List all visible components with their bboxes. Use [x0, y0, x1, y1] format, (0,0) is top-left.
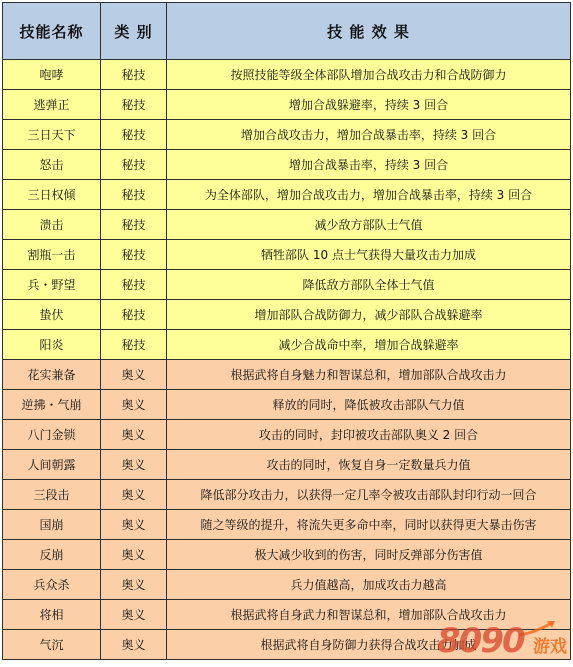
skill-name-cell: 花实兼备	[3, 360, 101, 390]
skill-name-cell: 反崩	[3, 540, 101, 570]
skill-effect-cell: 降低部分攻击力，以获得一定几率令被攻击部队封印行动一回合	[167, 480, 571, 510]
table-row	[3, 240, 571, 270]
table-row	[3, 210, 571, 240]
table-row	[3, 120, 571, 150]
skill-name-cell: 人间朝露	[3, 450, 101, 480]
table-row	[3, 270, 571, 300]
skill-category-cell: 奥义	[101, 510, 167, 540]
skill-name-cell: 逃弹正	[3, 90, 101, 120]
watermark-name: 游戏	[533, 637, 567, 657]
skill-effect-cell: 增加合战躲避率，持续 3 回合	[167, 90, 571, 120]
skill-effect-cell: 为全体部队，增加合战攻击力，增加合战暴击率，持续 3 回合	[167, 180, 571, 210]
skill-category-cell: 奥义	[101, 600, 167, 630]
skill-category-cell: 秘技	[101, 330, 167, 360]
table-row	[3, 150, 571, 180]
skill-category-cell: 秘技	[101, 240, 167, 270]
skill-category-cell: 秘技	[101, 300, 167, 330]
skill-category-cell: 奥义	[101, 630, 167, 660]
table-row	[3, 480, 571, 510]
watermark-digits: 8090	[437, 621, 524, 661]
table-row	[3, 570, 571, 600]
header-skill-effect: 技 能 效 果	[167, 3, 571, 60]
skill-effect-cell: 根据武将自身防御力获得合战攻击力加成	[167, 630, 571, 660]
skill-category-cell: 奥义	[101, 360, 167, 390]
table-row	[3, 330, 571, 360]
skill-category-cell: 奥义	[101, 540, 167, 570]
skill-effect-cell: 兵力值越高，加成攻击力越高	[167, 570, 571, 600]
skill-category-cell: 秘技	[101, 150, 167, 180]
table-row	[3, 420, 571, 450]
skill-effect-cell: 极大减少收到的伤害，同时反弹部分伤害值	[167, 540, 571, 570]
skill-effect-cell: 按照技能等级全体部队增加合战攻击力和合战防御力	[167, 60, 571, 90]
table-row	[3, 180, 571, 210]
skill-name-cell: 三段击	[3, 480, 101, 510]
skill-name-cell: 怒击	[3, 150, 101, 180]
skill-category-cell: 奥义	[101, 480, 167, 510]
table-row	[3, 540, 571, 570]
table-row	[3, 600, 571, 630]
skill-name-cell: 气沉	[3, 630, 101, 660]
skill-name-cell: 三日天下	[3, 120, 101, 150]
skill-effect-cell: 攻击的同时，恢复自身一定数量兵力值	[167, 450, 571, 480]
skill-name-cell: 八门金锁	[3, 420, 101, 450]
skill-name-cell: 咆哮	[3, 60, 101, 90]
skill-category-cell: 奥义	[101, 570, 167, 600]
table-row	[3, 450, 571, 480]
header-category: 类 别	[101, 3, 167, 60]
skill-name-cell: 溃击	[3, 210, 101, 240]
table-row	[3, 300, 571, 330]
skill-name-cell: 阳炎	[3, 330, 101, 360]
skill-category-cell: 秘技	[101, 120, 167, 150]
skill-category-cell: 秘技	[101, 270, 167, 300]
skill-effect-cell: 增加部队合战防御力，减少部队合战躲避率	[167, 300, 571, 330]
skill-effect-cell: 增加合战暴击率，持续 3 回合	[167, 150, 571, 180]
table-row	[3, 90, 571, 120]
skill-name-cell: 兵・野望	[3, 270, 101, 300]
skill-category-cell: 秘技	[101, 90, 167, 120]
skill-name-cell: 将相	[3, 600, 101, 630]
skill-category-cell: 秘技	[101, 60, 167, 90]
skill-category-cell: 奥义	[101, 390, 167, 420]
skill-effect-cell: 释放的同时，降低被攻击部队气力值	[167, 390, 571, 420]
skill-table-body	[3, 60, 571, 660]
skill-effect-cell: 牺牲部队 10 点士气获得大量攻击力加成	[167, 240, 571, 270]
skill-name-cell: 割瓶一击	[3, 240, 101, 270]
skill-name-cell: 三日权倾	[3, 180, 101, 210]
table-row	[3, 60, 571, 90]
skill-effect-cell: 随之等级的提升，将流失更多命中率，同时以获得更大暴击伤害	[167, 510, 571, 540]
skill-effect-cell: 根据武将自身魅力和智谋总和，增加部队合战攻击力	[167, 360, 571, 390]
table-row	[3, 630, 571, 660]
skill-name-cell: 国崩	[3, 510, 101, 540]
skill-name-cell: 蛰伏	[3, 300, 101, 330]
table-row	[3, 360, 571, 390]
header-skill-name: 技能名称	[3, 3, 101, 60]
skill-name-cell: 逆拂・气崩	[3, 390, 101, 420]
skill-effect-cell: 攻击的同时，封印被攻击部队奥义 2 回合	[167, 420, 571, 450]
skill-effect-cell: 增加合战攻击力，增加合战暴击率，持续 3 回合	[167, 120, 571, 150]
skill-name-cell: 兵众杀	[3, 570, 101, 600]
skill-table	[2, 2, 571, 660]
skill-category-cell: 奥义	[101, 450, 167, 480]
skill-effect-cell: 根据武将自身武力和智谋总和，增加部队合战攻击力	[167, 600, 571, 630]
skill-category-cell: 秘技	[101, 180, 167, 210]
skill-effect-cell: 减少合战命中率，增加合战躲避率	[167, 330, 571, 360]
skill-effect-cell: 降低敌方部队全体士气值	[167, 270, 571, 300]
skill-category-cell: 奥义	[101, 420, 167, 450]
table-row	[3, 390, 571, 420]
header-row	[3, 3, 571, 60]
skill-category-cell: 秘技	[101, 210, 167, 240]
skill-effect-cell: 减少敌方部队士气值	[167, 210, 571, 240]
table-row	[3, 510, 571, 540]
